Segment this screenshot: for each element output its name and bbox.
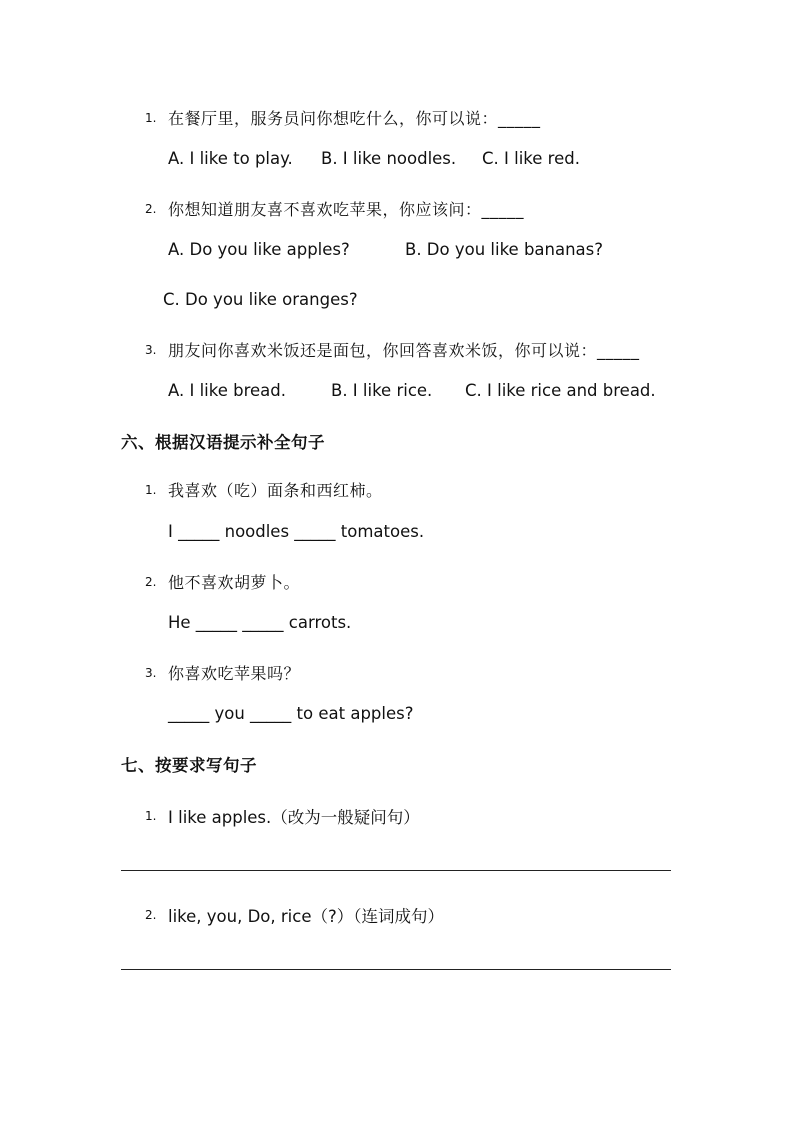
question-text: 在餐厅里，服务员问你想吃什么，你可以说：_____ <box>168 109 541 128</box>
option-b: B. I like noodles. <box>321 149 457 168</box>
option-a: A. Do you like apples? <box>168 240 350 259</box>
answer-line <box>121 969 671 970</box>
question-number: 1. <box>145 111 157 125</box>
item-number: 3. <box>145 666 157 680</box>
item-text: I like apples.（改为一般疑问句） <box>168 808 420 827</box>
item-prompt: 你喜欢吃苹果吗？ <box>168 664 301 683</box>
item-prompt: 我喜欢（吃）面条和西红柿。 <box>168 481 383 500</box>
option-c: C. I like rice and bread. <box>465 381 656 400</box>
item-number: 1. <box>145 483 157 497</box>
answer-line <box>121 870 671 871</box>
question-text: 朋友问你喜欢米饭还是面包，你回答喜欢米饭，你可以说：_____ <box>168 341 640 360</box>
question-number: 2. <box>145 202 157 216</box>
item-number: 2. <box>145 575 157 589</box>
item-answer-line: I _____ noodles _____ tomatoes. <box>168 522 425 541</box>
question-number: 3. <box>145 343 157 357</box>
item-answer-line: _____ you _____ to eat apples? <box>168 704 414 723</box>
item-number: 2. <box>145 908 157 922</box>
option-b: B. Do you like bananas? <box>405 240 604 259</box>
option-b: B. I like rice. <box>331 381 433 400</box>
option-a: A. I like bread. <box>168 381 287 400</box>
section-heading-7: 七、按要求写句子 <box>121 756 257 775</box>
option-a: A. I like to play. <box>168 149 293 168</box>
item-prompt: 他不喜欢胡萝卜。 <box>168 573 301 592</box>
option-c: C. I like red. <box>482 149 580 168</box>
option-c: C. Do you like oranges? <box>163 290 358 309</box>
section-heading-6: 六、根据汉语提示补全句子 <box>121 433 325 452</box>
item-text: like, you, Do, rice（?）（连词成句） <box>168 907 444 926</box>
question-text: 你想知道朋友喜不喜欢吃苹果，你应该问：_____ <box>168 200 525 219</box>
item-number: 1. <box>145 809 157 823</box>
item-answer-line: He _____ _____ carrots. <box>168 613 352 632</box>
